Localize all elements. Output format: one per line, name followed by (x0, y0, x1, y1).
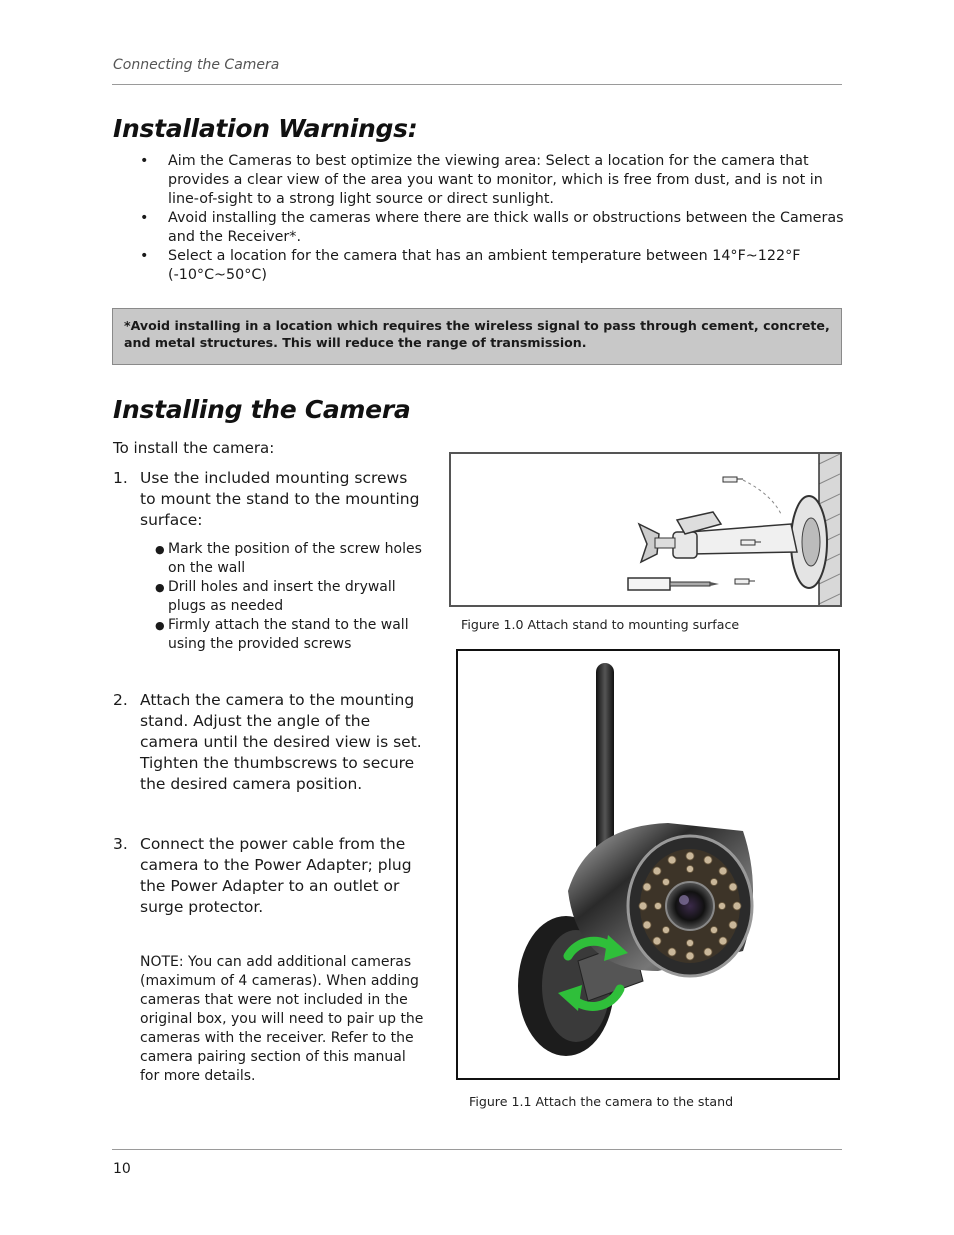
step-number: 1. (113, 469, 128, 487)
install-heading: Installing the Camera (113, 395, 411, 424)
mounting-stand-illustration (451, 454, 840, 605)
note-paragraph (140, 953, 425, 1086)
sub-bullet-text: Firmly attach the stand to the wall using the provided screws (168, 617, 409, 652)
list-item: ● Firmly attach the stand to the wall using the provided screws (155, 617, 409, 652)
install-subheading: To install the camera: (113, 439, 275, 457)
list-item: ● Mark the position of the screw holes on the wall (155, 541, 422, 576)
mounting-sub-list (155, 540, 435, 654)
list-item: • Select a location for the camera that has an ambient temperature between 14°F~122°F (-10°C~50°C) (140, 248, 801, 283)
bullet-text: Aim the Cameras to best optimize the viewing area: Select a location for the camera that provides a clear view of the area you want to monitor, which is free from dust, and is not in line-of-sight to a strong light source or direct sunlight. (168, 153, 823, 207)
list-item: • Avoid installing the cameras where there are thick walls or obstructions between the Cameras and the Receiver*. (140, 210, 844, 245)
figure-camera-on-stand (456, 649, 840, 1080)
step-3 (113, 834, 423, 922)
sub-bullet-text: Mark the position of the screw holes on the wall (168, 541, 422, 576)
step-text: Attach the camera to the mounting stand. Adjust the angle of the camera until the desired view is set. Tighten the thumbscrews to secure the desired camera position. (140, 691, 422, 793)
warning-callout-box (112, 308, 842, 365)
step-number: 2. (113, 691, 128, 709)
camera-illustration (458, 651, 838, 1078)
step-text: Connect the power cable from the camera to the Power Adapter; plug the Power Adapter to an outlet or surge protector. (140, 835, 412, 916)
step-1 (113, 468, 423, 532)
step-text: Use the included mounting screws to mount the stand to the mounting surface: (140, 469, 420, 529)
warnings-list (140, 152, 845, 285)
list-item: • Aim the Cameras to best optimize the viewing area: Select a location for the camera that provides a clear view of the area you want to monitor, which is free from dust, and is not in line-of-sight to a strong light source or direct sunlight. (140, 153, 823, 207)
figure-1-1-caption: Figure 1.1 Attach the camera to the stand (469, 1094, 734, 1109)
footer-divider (112, 1149, 842, 1150)
page-number: 10 (113, 1161, 131, 1177)
step-2 (113, 690, 423, 798)
sub-bullet-text: Drill holes and insert the drywall plugs as needed (168, 579, 396, 614)
header-divider (112, 84, 842, 85)
step-number: 3. (113, 835, 128, 853)
figure-mounting-stand (449, 452, 842, 607)
note-label: NOTE: (140, 954, 184, 970)
list-item: ● Drill holes and insert the drywall plugs as needed (155, 579, 396, 614)
figure-1-0-caption: Figure 1.0 Attach stand to mounting surface (461, 617, 740, 632)
bullet-text: Avoid installing the cameras where there are thick walls or obstructions between the Cameras and the Receiver*. (168, 210, 844, 245)
note-text: You can add additional cameras (maximum of 4 cameras). When adding cameras that were not included in the original box, you will need to pair up the cameras with the receiver. Refer to the camera pairing section of this manual for more details. (140, 954, 424, 1084)
warnings-heading: Installation Warnings: (113, 114, 418, 143)
bullet-text: Select a location for the camera that has an ambient temperature between 14°F~122°F (-10°C~50°C) (168, 248, 801, 283)
warning-callout-text: *Avoid installing in a location which requires the wireless signal to pass through cement, concrete, and metal structures. This will reduce the range of transmission. (124, 318, 830, 350)
running-header: Connecting the Camera (113, 57, 280, 73)
